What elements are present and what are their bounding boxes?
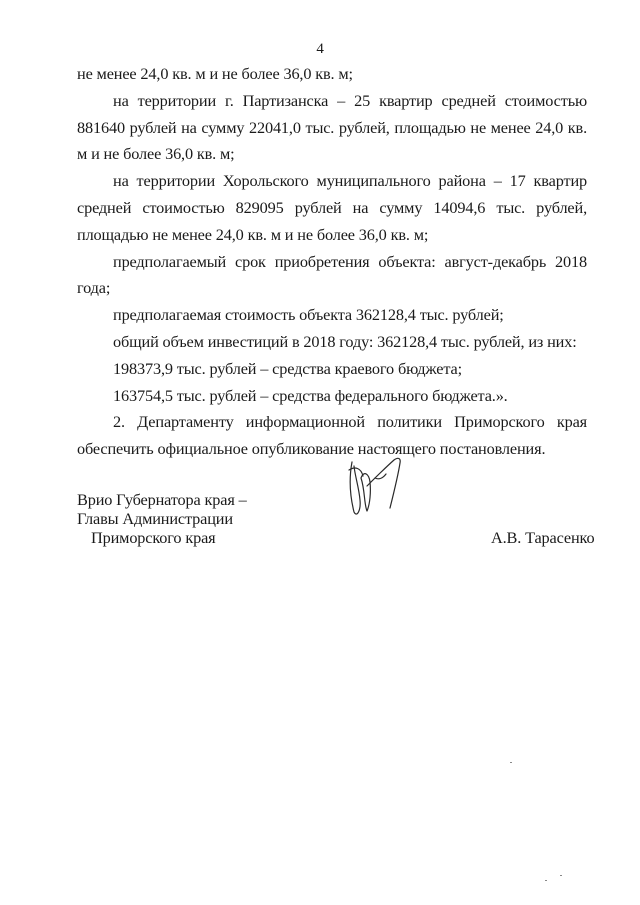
document-body — [77, 61, 587, 463]
signatory-title-line-1: Врио Губернатора края – — [77, 490, 247, 509]
signatory-name: А.В. Тарасенко — [491, 528, 595, 547]
scan-speck — [560, 875, 562, 876]
paragraph-khorol-district: на территории Хорольского муниципального района – 17 квартир средней стоимостью 829095 рублей на сумму 14094,6 тыс. рублей, площадью не менее 24,0 кв. м и не более 36,0 кв. м; — [77, 171, 587, 244]
paragraph-publication-order: 2. Департаменту информационной политики Приморского края обеспечить официальное опубликование настоящего постановления. — [77, 412, 587, 459]
scan-speck — [545, 880, 547, 881]
paragraph-total-investment: общий объем инвестиций в 2018 году: 362128,4 тыс. рублей, из них: — [113, 331, 577, 351]
paragraph-object-cost: предполагаемая стоимость объекта 362128,4 тыс. рублей; — [113, 305, 504, 325]
paragraph-area-limit: не менее 24,0 кв. м и не более 36,0 кв. м; — [77, 64, 353, 83]
page-number: 4 — [316, 41, 324, 57]
paragraph-regional-budget: 198373,9 тыс. рублей – средства краевого бюджета; — [113, 358, 462, 378]
scan-speck — [510, 762, 512, 763]
paragraph-purchase-period: предполагаемый срок приобретения объекта: август-декабрь 2018 года; — [77, 251, 587, 298]
paragraph-federal-budget: 163754,5 тыс. рублей – средства федерального бюджета.». — [113, 385, 508, 405]
paragraph-partizansk: на территории г. Партизанска – 25 квартир средней стоимостью 881640 рублей на сумму 22041,0 тыс. рублей, площадью не менее 24,0 кв. м и не более 36,0 кв. м; — [77, 90, 587, 164]
signatory-title-line-2: Главы Администрации — [77, 509, 233, 528]
signatory-title-line-3: Приморского края — [91, 528, 216, 547]
signature-block — [77, 490, 597, 570]
